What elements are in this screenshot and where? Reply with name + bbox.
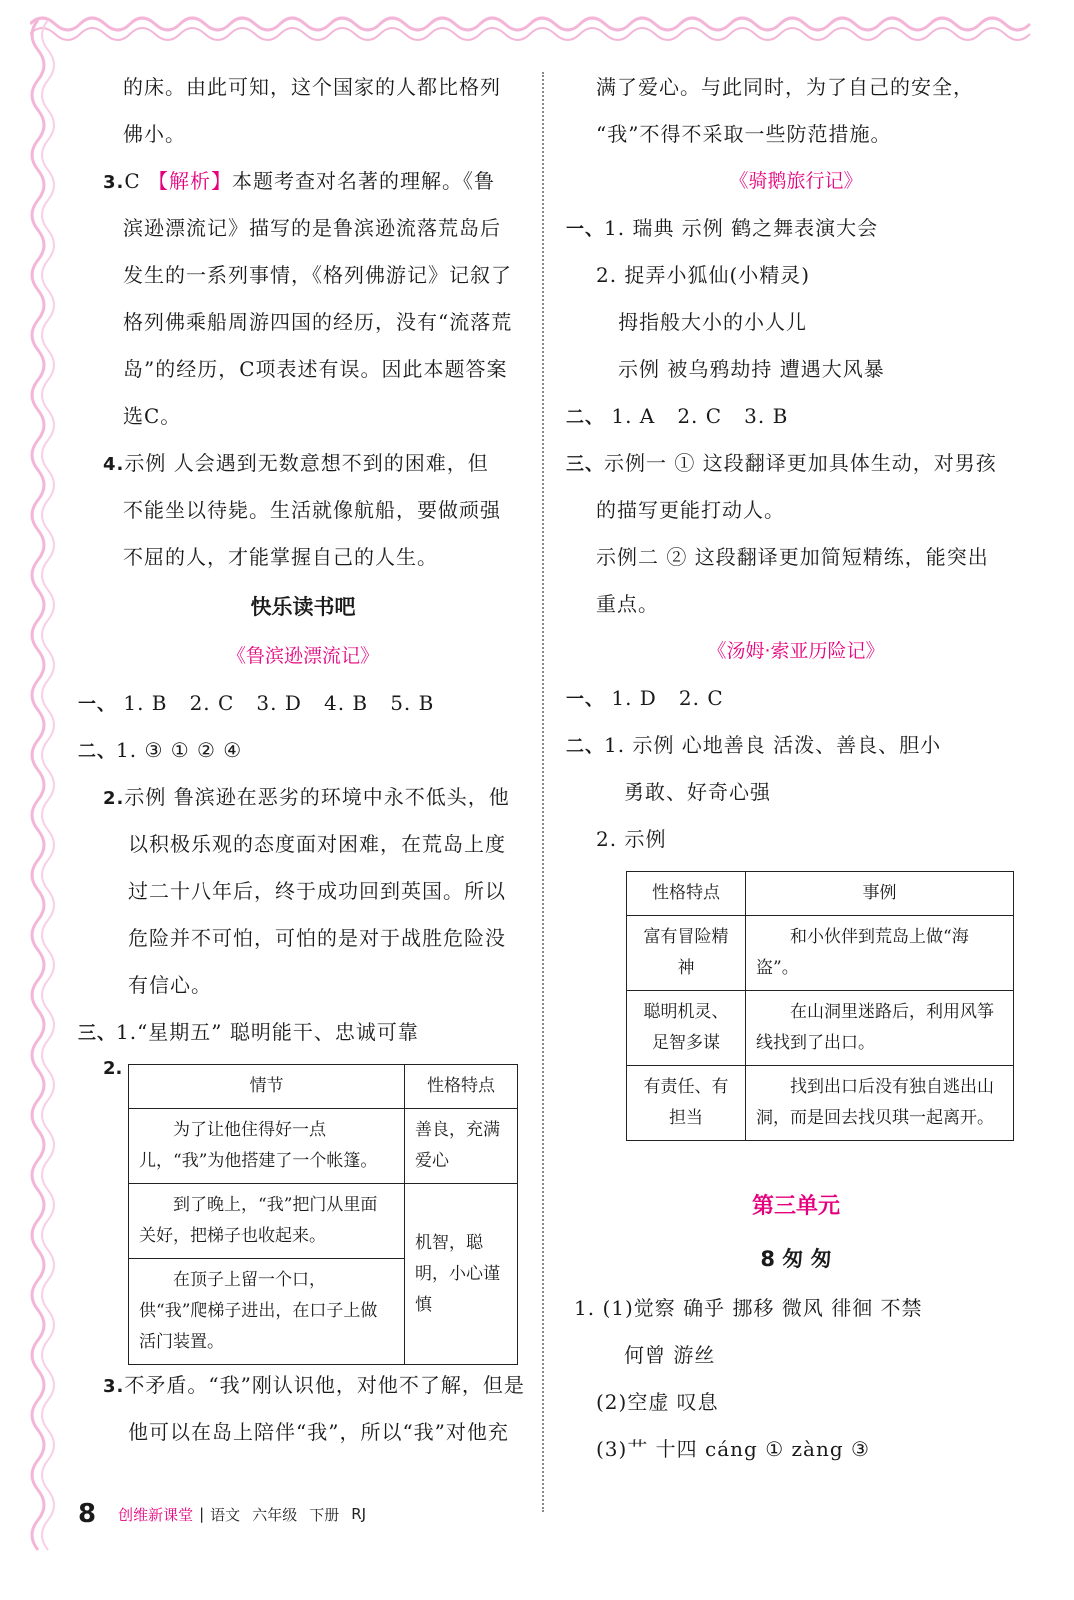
table-cell: 聪明机灵、足智多谋 (627, 991, 746, 1066)
text-line: 重点。 (596, 592, 659, 616)
part-one (566, 205, 1026, 252)
text-line: 过二十八年后，终于成功回到英国。所以 (128, 879, 506, 903)
part-prefix: 一、 (566, 219, 604, 240)
text-line: 示例 被乌鸦劫持 遭遇大风暴 (618, 357, 885, 381)
question-3 (78, 1362, 528, 1409)
book-title: 《汤姆·索亚历险记》 (707, 640, 885, 662)
section-heading: 快乐读书吧 (250, 595, 356, 619)
part-prefix: 二、 (78, 741, 116, 762)
question-number: 2. (103, 1058, 123, 1079)
text-line: 2. 示例 (596, 827, 667, 851)
answer-item: 3. D (256, 691, 302, 715)
part-prefix: 二、 (566, 736, 604, 757)
page-footer (78, 1494, 372, 1534)
question-number: 2. (103, 788, 125, 809)
part-one (566, 675, 1026, 722)
answer: 示例一 ① 这段翻译更加具体生动，对男孩 (604, 451, 997, 475)
text-line: 滨逊漂流记》描写的是鲁滨逊流落荒岛后 (123, 216, 501, 240)
part-prefix: 一、 (78, 694, 116, 715)
book-title: 《鲁滨逊漂流记》 (226, 645, 379, 667)
text-line: 的床。由此可知，这个国家的人都比格列 (123, 75, 501, 99)
answer-item: 2. C (189, 691, 235, 715)
table-header: 情节 (129, 1065, 405, 1109)
text-line: 不屈的人，才能掌握自己的人生。 (123, 545, 438, 569)
text-line: 不能坐以待毙。生活就像航船，要做顽强 (123, 498, 501, 522)
analysis-tag: 【解析】 (148, 169, 233, 193)
page-number: 8 (78, 1499, 97, 1529)
question-2-table-block (78, 1056, 528, 1362)
text-line: (2)空虚 叹息 (596, 1390, 719, 1414)
answer-item: 4. B (323, 691, 369, 715)
text-line: 满了爱心。与此同时，为了自己的安全， (596, 75, 974, 99)
lesson-title: 8 匆 匆 (760, 1247, 832, 1271)
part-prefix: 二、 (566, 407, 604, 428)
character-table (626, 871, 1014, 1141)
part-two (78, 727, 528, 774)
answer-item: 1. D (611, 686, 657, 710)
text-line: 勇敢、好奇心强 (624, 780, 771, 804)
answer-item: 2. C (678, 686, 724, 710)
text-line: 拇指般大小的小人儿 (618, 310, 807, 334)
text-line: 佛小。 (123, 122, 186, 146)
table-row (129, 1184, 518, 1259)
table-row (627, 1066, 1014, 1141)
table-cell: 找到出口后没有独自逃出山洞，而是回去找贝琪一起离开。 (746, 1066, 1014, 1141)
part-three (566, 440, 1026, 487)
question-4 (78, 440, 528, 487)
text-line: 2. 捉弄小狐仙(小精灵) (596, 263, 811, 287)
answer-item: 1. B (123, 691, 168, 715)
text-line: 他可以在岛上陪伴“我”，所以“我”对他充 (128, 1420, 509, 1444)
answer: 示例 人会遇到无数意想不到的困难，但 (124, 451, 489, 475)
table-cell: 到了晚上，“我”把门从里面关好，把梯子也收起来。 (129, 1184, 405, 1259)
unit-heading: 第三单元 (751, 1194, 840, 1219)
answer-item: 5. B (390, 691, 435, 715)
text-line: 格列佛乘船周游四国的经历，没有“流落荒 (123, 310, 513, 334)
plot-table (128, 1064, 518, 1365)
table-cell: 为了让他住得好一点儿，“我”为他搭建了一个帐篷。 (129, 1109, 405, 1184)
right-column (566, 64, 1026, 1473)
table-row (129, 1109, 518, 1184)
answer: 不矛盾。“我”刚认识他，对他不了解，但是 (124, 1373, 525, 1397)
answer: 1. 示例 心地善良 活泼、善良、胆小 (604, 733, 942, 757)
part-prefix: 一、 (566, 689, 604, 710)
table-row (627, 916, 1014, 991)
left-wavy-border (18, 20, 58, 1560)
character-table-block (566, 863, 1026, 1181)
table-cell: 在山洞里迷路后，利用风筝线找到了出口。 (746, 991, 1014, 1066)
question-number: 4. (103, 454, 125, 475)
part-one (78, 680, 528, 727)
table-cell: 在顶子上留一个口，供“我”爬梯子进出，在口子上做活门装置。 (129, 1259, 405, 1365)
table-cell: 善良，充满爱心 (405, 1109, 518, 1184)
part-three (78, 1009, 528, 1056)
top-wavy-border (30, 4, 1040, 44)
answer: 示例 鲁滨逊在恶劣的环境中永不低头，他 (124, 785, 510, 809)
text-line: 有信心。 (128, 973, 212, 997)
part-two (566, 722, 1026, 769)
table-cell: 富有冒险精神 (627, 916, 746, 991)
answer-item: 3. B (744, 404, 789, 428)
footer-separator: | (199, 1505, 205, 1523)
book-title: 《骑鹅旅行记》 (729, 170, 863, 192)
text-line: 的描写更能打动人。 (596, 498, 785, 522)
column-divider (542, 72, 544, 1512)
part-prefix: 三、 (566, 454, 604, 475)
table-row (627, 991, 1014, 1066)
table-header: 性格特点 (627, 872, 746, 916)
answer: 1.“星期五” 聪明能干、忠诚可靠 (116, 1020, 419, 1044)
table-cell: 和小伙伴到荒岛上做“海盗”。 (746, 916, 1014, 991)
text-line: 何曾 游丝 (624, 1343, 716, 1367)
table-header: 性格特点 (405, 1065, 518, 1109)
text-line: 岛”的经历，C项表述有误。因此本题答案 (123, 357, 508, 381)
footer-edition: RJ (351, 1505, 367, 1523)
question-2 (78, 774, 528, 821)
question-number: 3. (103, 172, 125, 193)
text-line: 危险并不可怕，可怕的是对于战胜危险没 (128, 926, 506, 950)
left-column (78, 64, 528, 1456)
text-line: (3)艹 十四 cáng ① zàng ③ (596, 1437, 870, 1461)
text-line: 发生的一系列事情，《格列佛游记》记叙了 (123, 263, 512, 287)
table-header: 事例 (746, 872, 1014, 916)
table-cell: 有责任、有担当 (627, 1066, 746, 1141)
footer-grade: 六年级 (252, 1505, 298, 1524)
footer-volume: 下册 (309, 1505, 340, 1524)
text-line: 1. (1)觉察 确乎 挪移 微风 徘徊 不禁 (574, 1296, 923, 1320)
text-line: 以积极乐观的态度面对困难，在荒岛上度 (128, 832, 506, 856)
answer: C (124, 169, 141, 193)
footer-subject: 语文 (210, 1505, 241, 1524)
analysis-text: 本题考查对名著的理解。《鲁 (232, 169, 496, 193)
answer-item: 1. A (611, 404, 656, 428)
answer: 1. ③ ① ② ④ (116, 738, 243, 762)
text-line: 选C。 (123, 404, 182, 428)
text-line: “我”不得不采取一些防范措施。 (596, 122, 892, 146)
table-cell: 机智，聪明，小心谨慎 (405, 1184, 518, 1365)
question-number: 3. (103, 1376, 125, 1397)
text-line: 示例二 ② 这段翻译更加简短精练，能突出 (596, 545, 989, 569)
answer-item: 2. C (677, 404, 723, 428)
part-prefix: 三、 (78, 1023, 116, 1044)
brand-name: 创维新课堂 (118, 1505, 194, 1524)
part-two (566, 393, 1026, 440)
question-3 (78, 158, 528, 205)
answer: 1. 瑞典 示例 鹤之舞表演大会 (604, 216, 879, 240)
